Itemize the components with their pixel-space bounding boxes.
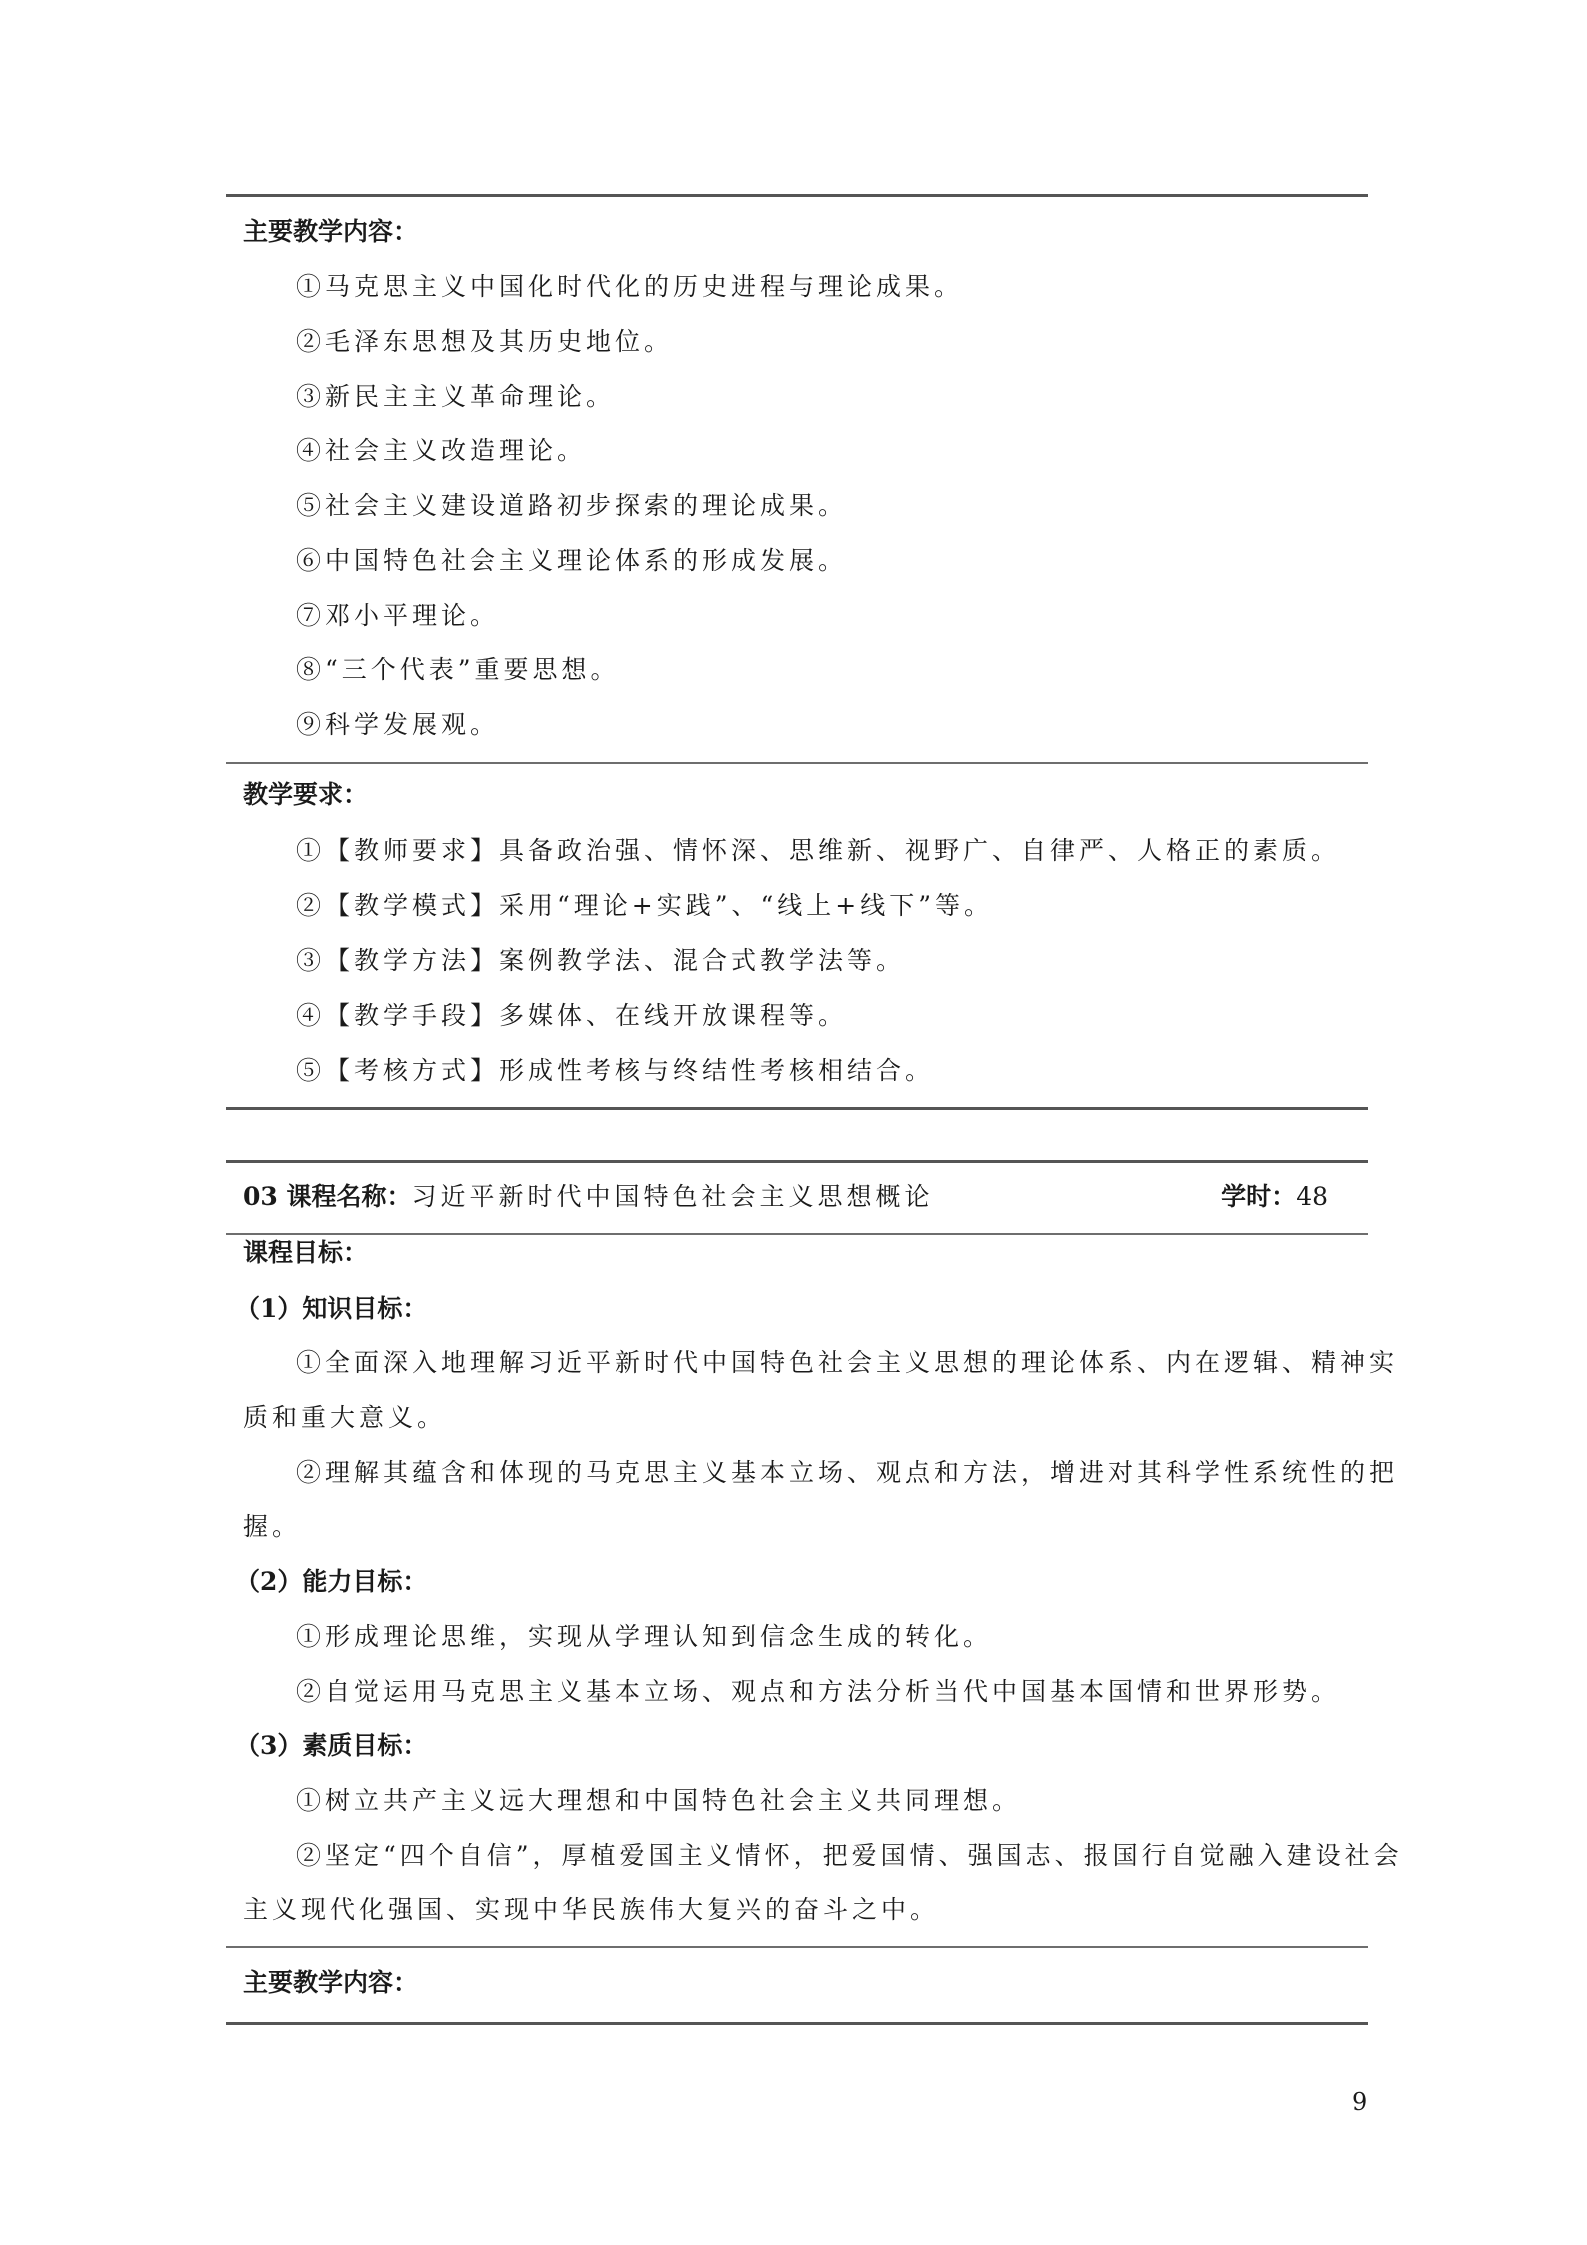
content-item-1: ①马克思主义中国化时代化的历史进程与理论成果。 xyxy=(296,272,964,301)
goal-heading: 课程目标： xyxy=(243,1238,369,1267)
page-number: 9 xyxy=(1352,2088,1368,2116)
content-item-2: ②毛泽东思想及其历史地位。 xyxy=(296,327,674,356)
knowledge-item-2-cont: 握。 xyxy=(243,1512,302,1541)
quality-item-2-cont: 主义现代化强国、实现中华民族伟大复兴的奋斗之中。 xyxy=(243,1895,940,1924)
content-item-3: ③新民主主义革命理论。 xyxy=(296,382,616,411)
quality-item-1: ①树立共产主义远大理想和中国特色社会主义共同理想。 xyxy=(296,1786,1022,1815)
divider-bottom xyxy=(226,2022,1368,2025)
ability-heading: （2）能力目标： xyxy=(235,1567,428,1596)
content-item-9: ⑨科学发展观。 xyxy=(296,710,500,739)
requirement-item-1: ①【教师要求】具备政治强、情怀深、思维新、视野广、自律严、人格正的素质。 xyxy=(296,836,1341,865)
content-item-5: ⑤社会主义建设道路初步探索的理论成果。 xyxy=(296,491,848,520)
hours-value: 48 xyxy=(1296,1182,1328,1211)
requirement-item-4: ④【教学手段】多媒体、在线开放课程等。 xyxy=(296,1001,848,1030)
course-content-heading: 主要教学内容： xyxy=(243,1968,419,1997)
content-item-8: ⑧“三个代表”重要思想。 xyxy=(296,655,620,684)
course-name-label: 03 课程名称： xyxy=(243,1182,412,1211)
course-name: 习近平新时代中国特色社会主义思想概论 xyxy=(411,1182,934,1211)
knowledge-item-2: ②理解其蕴含和体现的马克思主义基本立场、观点和方法，增进对其科学性系统性的把 xyxy=(296,1458,1399,1487)
divider-course-content xyxy=(226,1946,1368,1948)
content-item-6: ⑥中国特色社会主义理论体系的形成发展。 xyxy=(296,546,848,575)
course-hours xyxy=(1221,1180,1328,1214)
content-item-7: ⑦邓小平理论。 xyxy=(296,601,500,630)
knowledge-heading: （1）知识目标： xyxy=(235,1294,428,1323)
ability-item-2: ②自觉运用马克思主义基本立场、观点和方法分析当代中国基本国情和世界形势。 xyxy=(296,1677,1341,1706)
course-title-row xyxy=(243,1180,1353,1214)
divider-top xyxy=(226,194,1368,197)
knowledge-item-1: ①全面深入地理解习近平新时代中国特色社会主义思想的理论体系、内在逻辑、精神实 xyxy=(296,1348,1399,1377)
requirements-heading: 教学要求： xyxy=(243,780,369,809)
ability-item-1: ①形成理论思维，实现从学理认知到信念生成的转化。 xyxy=(296,1622,993,1651)
divider-course-title xyxy=(226,1233,1368,1235)
requirement-item-3: ③【教学方法】案例教学法、混合式教学法等。 xyxy=(296,946,906,975)
content-heading: 主要教学内容： xyxy=(243,217,419,246)
divider-section-end xyxy=(226,1107,1368,1110)
divider-course-top xyxy=(226,1160,1368,1163)
quality-heading: （3）素质目标： xyxy=(235,1731,428,1760)
hours-label: 学时： xyxy=(1221,1182,1297,1211)
requirement-item-2: ②【教学模式】采用“理论+实践”、“线上+线下”等。 xyxy=(296,891,994,920)
content-item-4: ④社会主义改造理论。 xyxy=(296,436,587,465)
knowledge-item-1-cont: 质和重大意义。 xyxy=(243,1403,447,1432)
requirement-item-5: ⑤【考核方式】形成性考核与终结性考核相结合。 xyxy=(296,1056,935,1085)
divider-requirements xyxy=(226,762,1368,764)
quality-item-2: ②坚定“四个自信”，厚植爱国主义情怀，把爱国情、强国志、报国行自觉融入建设社会 xyxy=(296,1841,1403,1870)
